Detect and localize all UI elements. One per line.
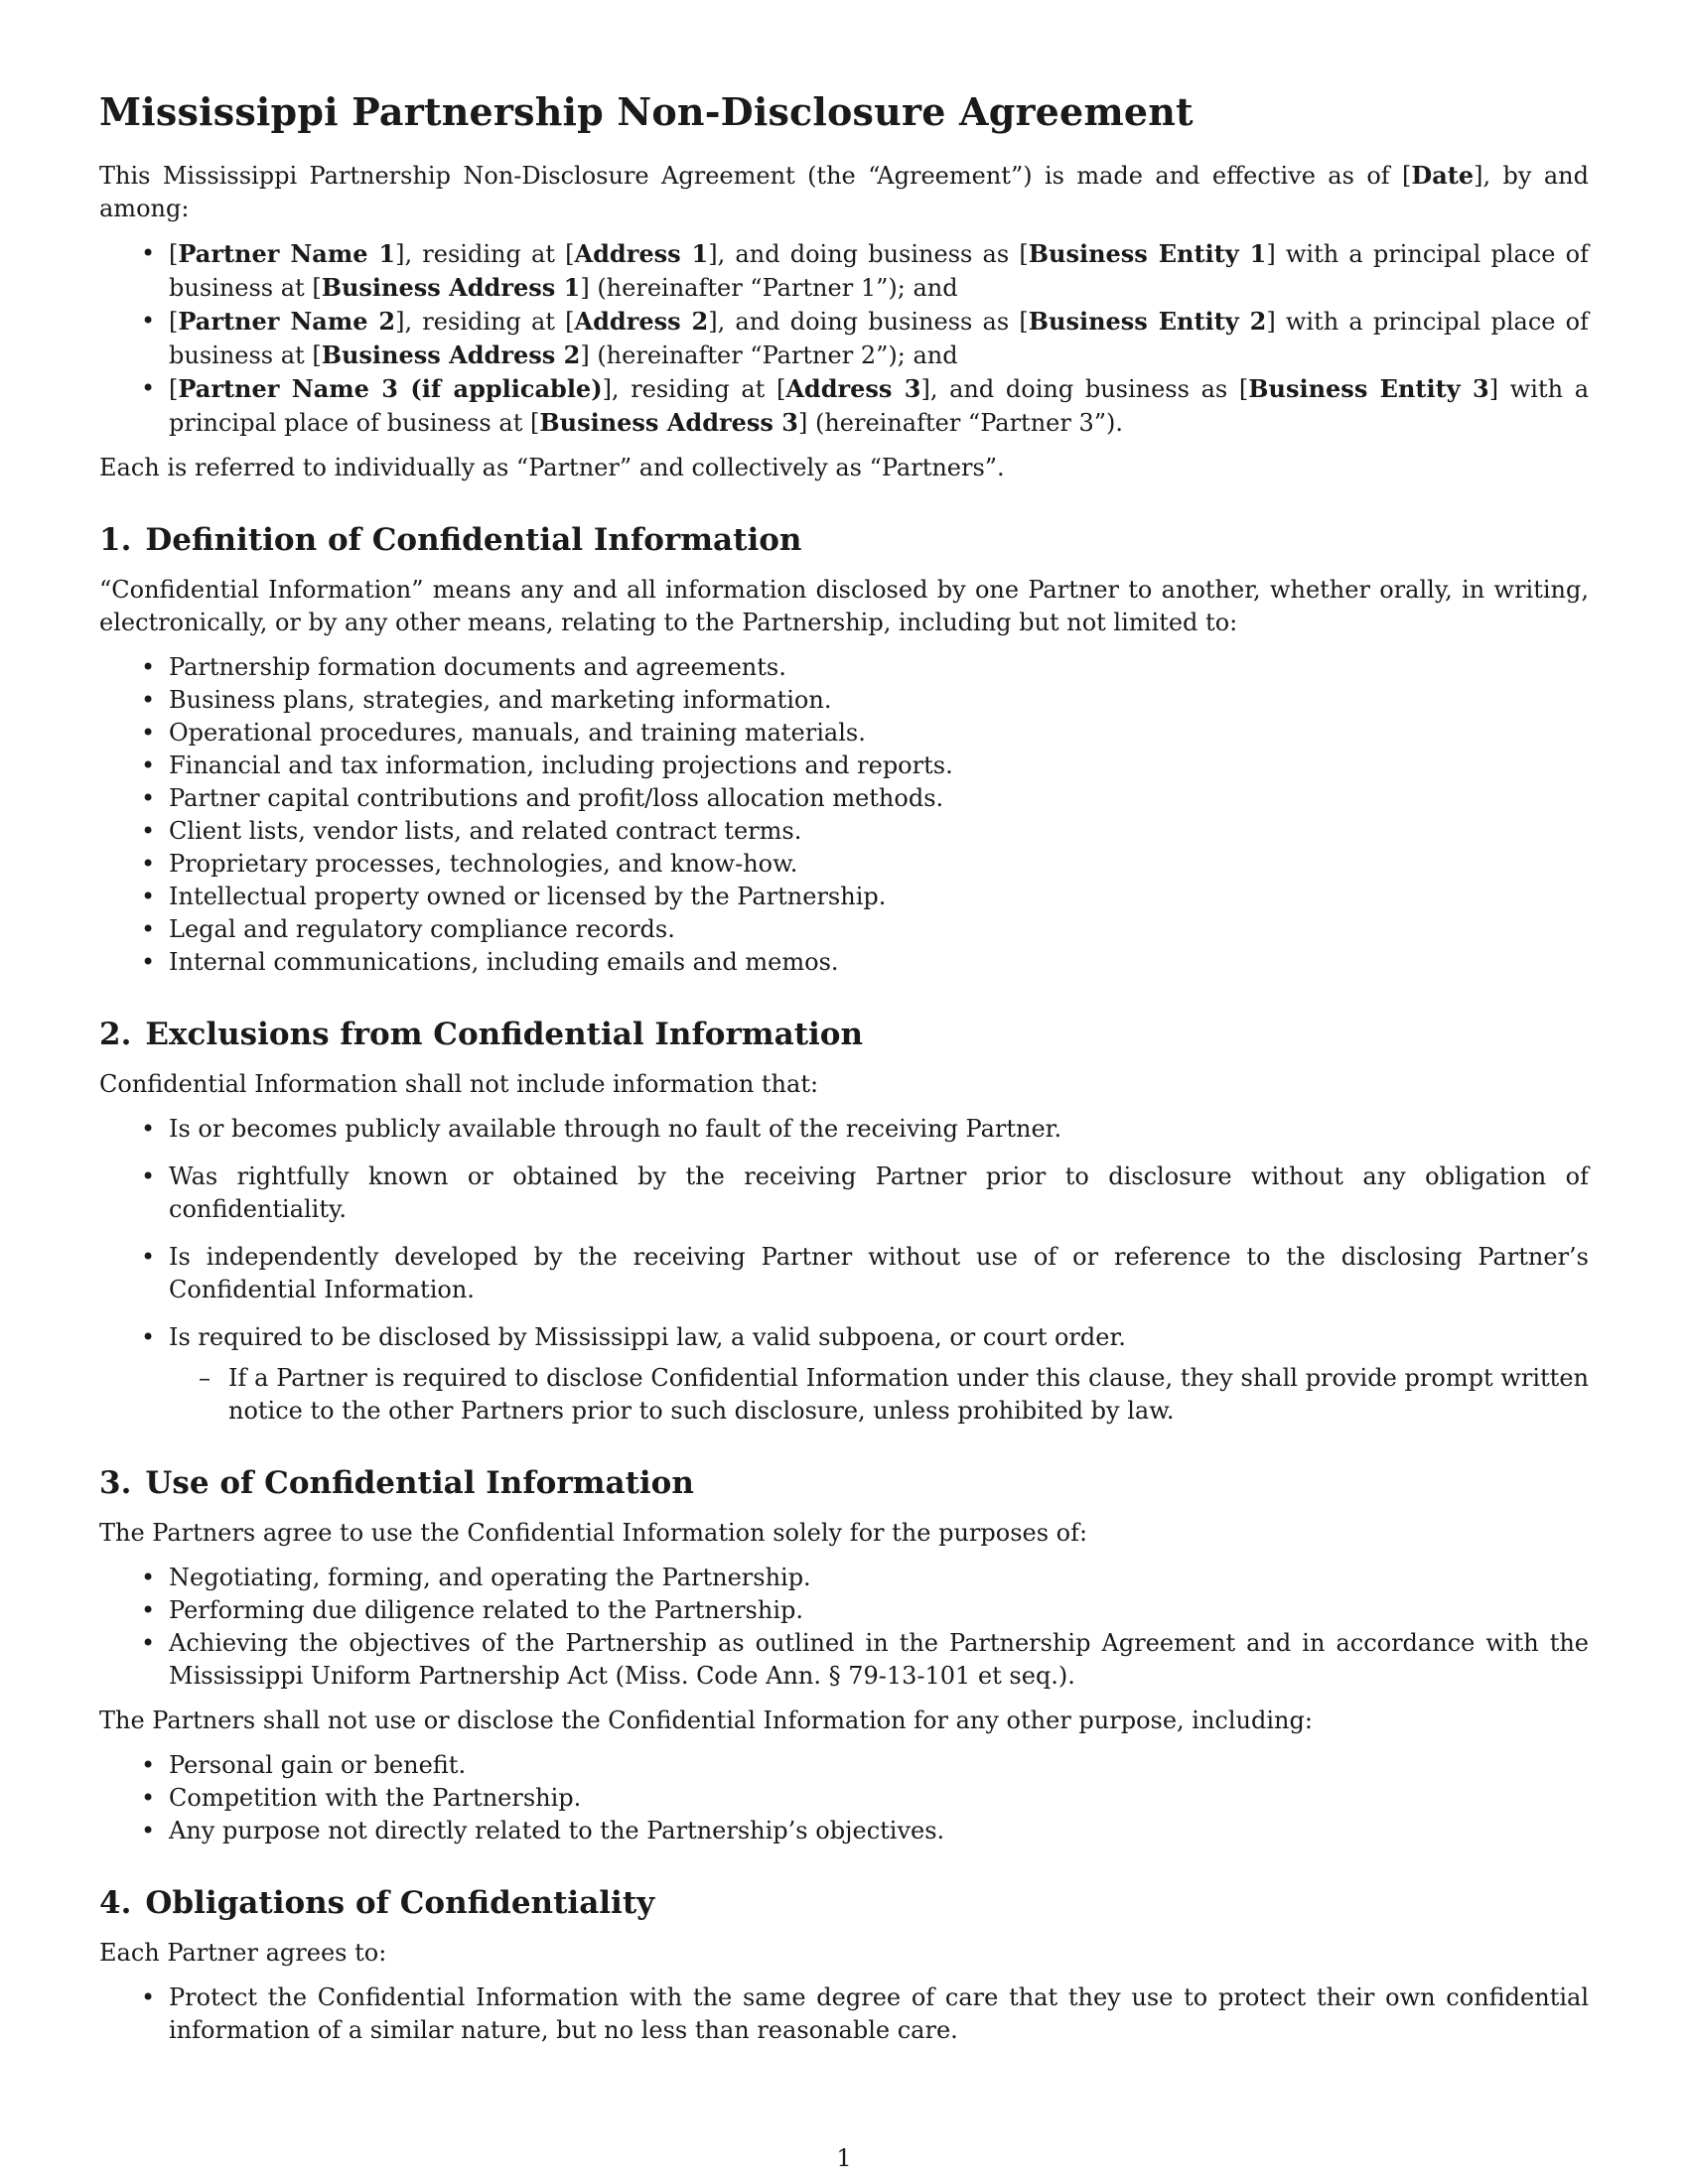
partner-name: Partner Name 1 xyxy=(178,239,396,268)
partner-closing: ] (hereinafter “Partner 1”); and xyxy=(580,274,958,302)
partner-business-address: Business Address 1 xyxy=(321,273,581,302)
list-item: • Was rightfully known or obtained by the receiving Partner prior to disclosure without any obligation of confidentiality. xyxy=(169,1160,1589,1226)
section-1-list xyxy=(99,651,1589,979)
section-title: Exclusions from Confidential Information xyxy=(145,1017,864,1052)
list-item: • Is independently developed by the receiving Partner without use of or reference to the disclosing Partner’s Confidential Information. xyxy=(169,1241,1589,1306)
list-item: • Client lists, vendor lists, and related contract terms. xyxy=(169,815,1589,848)
list-item: • Proprietary processes, technologies, and know-how. xyxy=(169,848,1589,881)
intro-text-post: ], by and among: xyxy=(99,162,1589,222)
section-heading-3 xyxy=(99,1463,1589,1503)
section-heading-1 xyxy=(99,520,1589,560)
list-item: • Partnership formation documents and agreements. xyxy=(169,651,1589,684)
partner-text: ], and doing business as [ xyxy=(708,240,1029,268)
section-title: Obligations of Confidentiality xyxy=(145,1885,655,1921)
list-item: • Internal communications, including emails and memos. xyxy=(169,946,1589,979)
section-3-intro: The Partners agree to use the Confidential Information solely for the purposes of: xyxy=(99,1519,1088,1547)
partner-item xyxy=(169,372,1589,440)
list-item: • Achieving the objectives of the Partnership as outlined in the Partnership Agreement and in accordance with the Mississippi Uniform Partnership Act (Miss. Code Ann. § 79-13-101 et seq.). xyxy=(169,1627,1589,1693)
list-item: • Operational procedures, manuals, and training materials. xyxy=(169,717,1589,750)
partner-item xyxy=(169,237,1589,305)
list-item: • Any purpose not directly related to the Partnership’s objectives. xyxy=(169,1815,1589,1847)
partner-text: ] with a principal place of business at [ xyxy=(169,240,1589,302)
section-3-list xyxy=(99,1562,1589,1693)
intro-text-pre: This Mississippi Partnership Non-Disclosure Agreement (the “Agreement”) is made and effective as of [ xyxy=(99,162,1412,190)
partner-item xyxy=(169,305,1589,372)
section-4-list xyxy=(99,1981,1589,2047)
partner-closing: ] (hereinafter “Partner 3”). xyxy=(797,409,1123,437)
partner-text: ] with a principal place of business at [ xyxy=(169,375,1589,437)
list-item: • Legal and regulatory compliance records. xyxy=(169,913,1589,946)
partner-name: Partner Name 3 (if applicable) xyxy=(178,374,603,403)
document-title: Mississippi Partnership Non-Disclosure Agreement xyxy=(99,89,1194,134)
partner-text: ], residing at [ xyxy=(602,375,786,403)
section-3-list-2 xyxy=(99,1749,1589,1847)
list-item: • Financial and tax information, including projections and reports. xyxy=(169,750,1589,782)
section-2-sublist xyxy=(169,1362,1589,1428)
document-page xyxy=(99,87,1589,2059)
partner-text: ] with a principal place of business at [ xyxy=(169,308,1589,369)
section-title: Use of Confidential Information xyxy=(145,1465,694,1501)
list-item: • Intellectual property owned or licensed by the Partnership. xyxy=(169,881,1589,913)
list-item: • Performing due diligence related to the Partnership. xyxy=(169,1594,1589,1627)
partner-list xyxy=(99,237,1589,440)
section-number: 3. xyxy=(99,1465,132,1501)
list-item: • Is or becomes publicly available through no fault of the receiving Partner. xyxy=(169,1113,1589,1146)
partner-text: ], and doing business as [ xyxy=(708,308,1029,336)
partner-address: Address 2 xyxy=(574,307,709,336)
section-heading-4 xyxy=(99,1883,1589,1923)
list-item: • Personal gain or benefit. xyxy=(169,1749,1589,1782)
section-4-intro: Each Partner agrees to: xyxy=(99,1939,387,1967)
bracket-text: [ xyxy=(169,240,179,268)
section-1-intro: “Confidential Information” means any and all information disclosed by one Partner to another, whether orally, in writing, electronically, or by any other means, relating to the Partnership, including but not limited to: xyxy=(99,576,1589,636)
partner-text: ], residing at [ xyxy=(395,308,575,336)
intro-paragraph xyxy=(99,159,1589,225)
bracket-text: [ xyxy=(169,375,179,403)
partner-address: Address 3 xyxy=(785,374,921,403)
bracket-text: [ xyxy=(169,308,179,336)
list-item xyxy=(169,1321,1589,1428)
list-item: • Business plans, strategies, and marketing information. xyxy=(169,684,1589,717)
sub-list-item: – If a Partner is required to disclose Confidential Information under this clause, they shall provide prompt written notice to the other Partners prior to such disclosure, unless prohibited by law. xyxy=(228,1362,1589,1428)
section-2-intro: Confidential Information shall not include information that: xyxy=(99,1070,819,1098)
section-3-intro-2: The Partners shall not use or disclose the Confidential Information for any other purpose, including: xyxy=(99,1706,1313,1734)
partner-address: Address 1 xyxy=(574,239,709,268)
partner-entity: Business Entity 3 xyxy=(1248,374,1489,403)
section-number: 2. xyxy=(99,1017,132,1052)
partner-business-address: Business Address 3 xyxy=(539,408,798,437)
list-item: • Partner capital contributions and profit/loss allocation methods. xyxy=(169,782,1589,815)
date-placeholder: Date xyxy=(1411,161,1475,190)
list-item-text: Is required to be disclosed by Mississippi law, a valid subpoena, or court order. xyxy=(169,1323,1126,1351)
partner-text: ], residing at [ xyxy=(395,240,575,268)
section-number: 4. xyxy=(99,1885,132,1921)
collective-paragraph: Each is referred to individually as “Partner” and collectively as “Partners”. xyxy=(99,454,1005,481)
section-title: Definition of Confidential Information xyxy=(145,522,802,558)
section-2-list xyxy=(99,1113,1589,1428)
list-item: • Competition with the Partnership. xyxy=(169,1782,1589,1815)
partner-entity: Business Entity 2 xyxy=(1028,307,1267,336)
list-item: • Negotiating, forming, and operating the Partnership. xyxy=(169,1562,1589,1594)
page-number: 1 xyxy=(836,2144,852,2172)
partner-name: Partner Name 2 xyxy=(178,307,396,336)
partner-closing: ] (hereinafter “Partner 2”); and xyxy=(580,341,958,369)
partner-text: ], and doing business as [ xyxy=(920,375,1249,403)
section-heading-2 xyxy=(99,1015,1589,1054)
partner-entity: Business Entity 1 xyxy=(1028,239,1267,268)
list-item: • Protect the Confidential Information with the same degree of care that they use to protect their own confidential information of a similar nature, but no less than reasonable care. xyxy=(169,1981,1589,2047)
section-number: 1. xyxy=(99,522,132,558)
partner-business-address: Business Address 2 xyxy=(321,341,581,369)
